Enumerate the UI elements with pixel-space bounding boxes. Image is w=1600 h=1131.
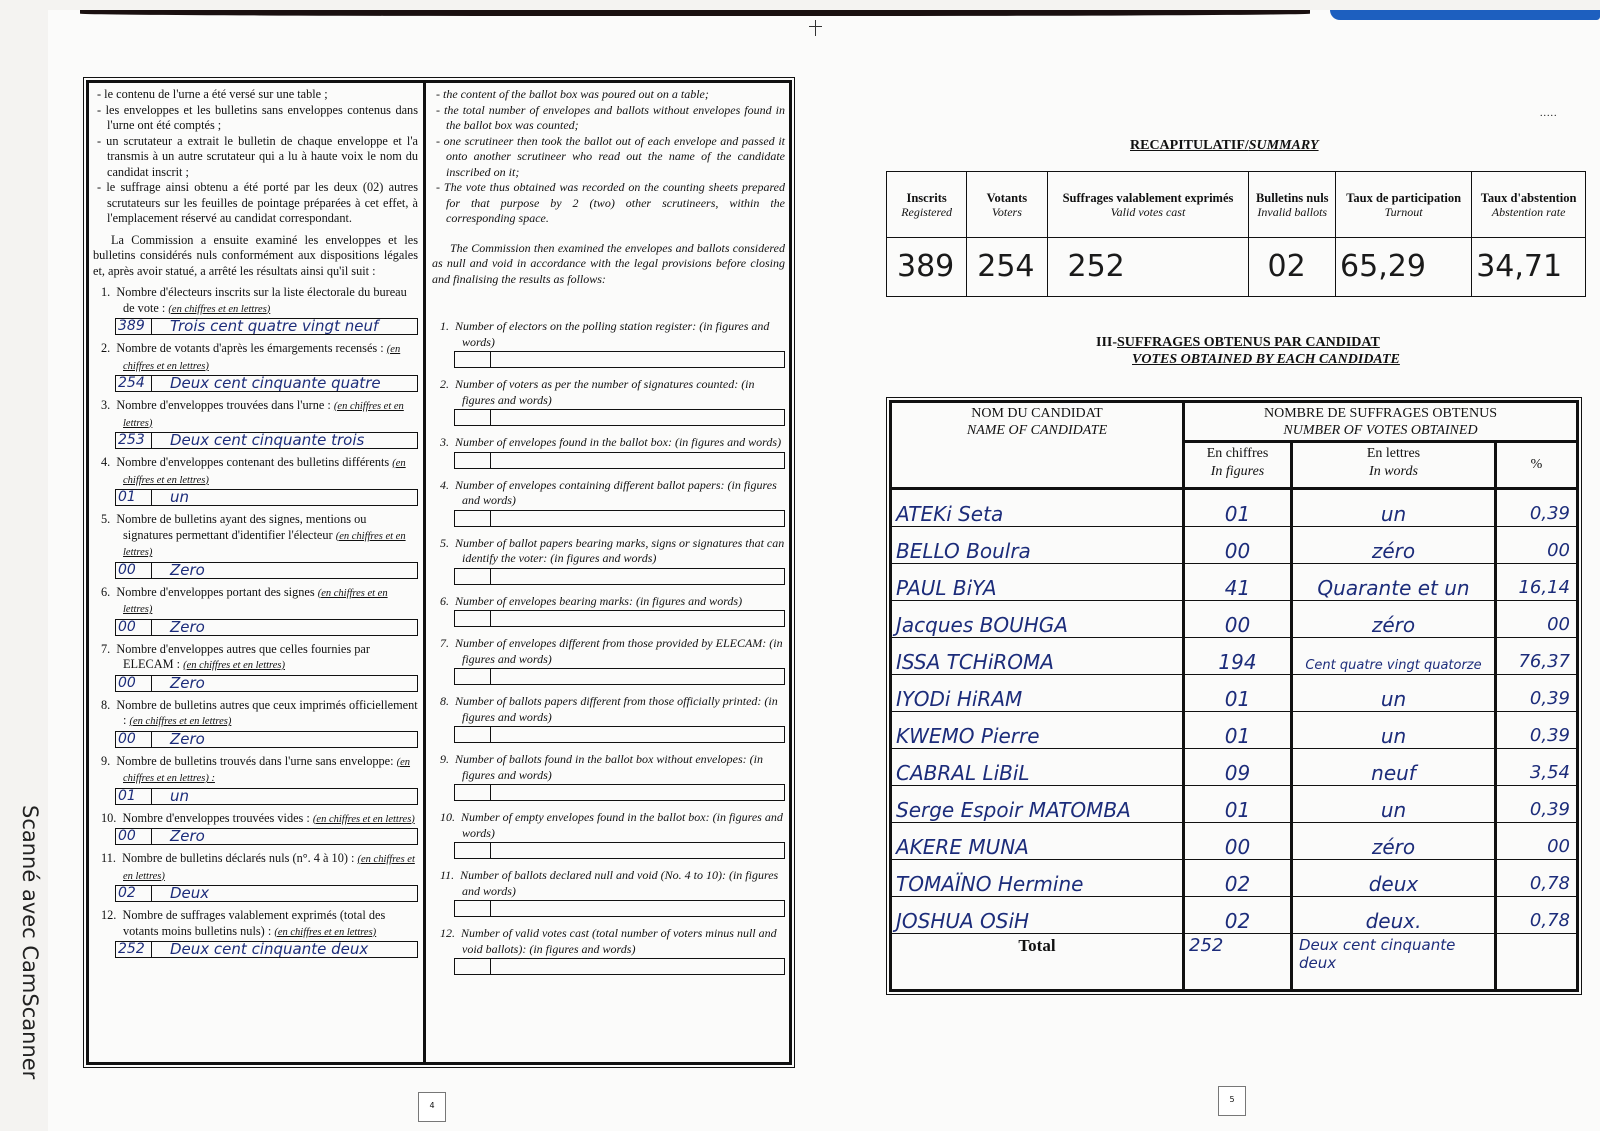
answer-words-empty[interactable] xyxy=(491,785,784,800)
english-column xyxy=(426,83,789,1062)
en-question-item xyxy=(432,377,785,426)
candidate-vote-percent: 00 xyxy=(1497,527,1576,564)
en-question-item xyxy=(432,435,785,469)
answer-figure[interactable]: 01 xyxy=(116,490,152,505)
header-figures-fr: En chiffres xyxy=(1206,446,1269,461)
en-question-item xyxy=(432,752,785,801)
answer-words[interactable]: Zero xyxy=(170,827,205,845)
header-in-figures xyxy=(1185,443,1293,490)
answer-words[interactable]: un xyxy=(170,488,190,506)
answer-field[interactable] xyxy=(115,489,418,506)
answer-field[interactable] xyxy=(115,788,418,805)
page-number-right: 5 xyxy=(1218,1086,1246,1116)
french-column xyxy=(89,83,426,1062)
answer-figure-empty[interactable] xyxy=(455,453,491,468)
fr-question-item xyxy=(93,285,418,335)
summary-abstention-value: 34,71 xyxy=(1472,238,1586,297)
en-question-item xyxy=(432,810,785,859)
candidate-votes-words: deux xyxy=(1293,860,1497,897)
en-question-item xyxy=(432,536,785,585)
fr-question-text: 11. Nombre de bulletins déclarés nuls (n°. 4 à 10) : (en chiffres et en lettres) xyxy=(101,851,415,882)
answer-field-empty[interactable] xyxy=(454,900,785,917)
fr-question-item xyxy=(93,754,418,805)
fr-question-text: 2. Nombre de votants d'après les émargements recensés : (en chiffres et en lettres) xyxy=(101,341,401,372)
answer-field[interactable] xyxy=(115,941,418,958)
section-title-fr: SUFFRAGES OBTENUS PAR CANDIDAT xyxy=(1117,335,1380,350)
candidate-name: BELLO Boulra xyxy=(892,527,1185,564)
candidate-name: Jacques BOUHGA xyxy=(892,601,1185,638)
fr-question-text: 7. Nombre d'enveloppes autres que celles fournies par ELECAM : (en chiffres et en lettres) xyxy=(101,641,370,671)
candidate-name: IYODi HiRAM xyxy=(892,675,1185,712)
summary-title xyxy=(1130,138,1319,154)
answer-figure[interactable]: 254 xyxy=(116,376,152,391)
candidate-name: JOSHUA OSiH xyxy=(892,897,1185,934)
fr-question-text: 6. Nombre d'enveloppes portant des signes (en chiffres et en lettres) xyxy=(101,584,388,615)
answer-field-empty[interactable] xyxy=(454,351,785,368)
candidate-votes-words: deux. xyxy=(1293,897,1497,934)
summary-registered-value: 389 xyxy=(887,238,967,297)
fr-question-text: 10. Nombre d'enveloppes trouvées vides : (en chiffres et en lettres) xyxy=(101,810,415,825)
fr-question-item xyxy=(93,455,418,506)
summary-voters-value: 254 xyxy=(967,238,1047,297)
answer-figure-empty[interactable] xyxy=(455,727,491,742)
summary-turnout-value: 65,29 xyxy=(1336,238,1472,297)
candidate-votes-words: un xyxy=(1293,712,1497,749)
summary-header-voters: Votants Voters xyxy=(967,172,1047,238)
answer-words-empty[interactable] xyxy=(491,410,784,425)
fr-question-item xyxy=(93,585,418,636)
answer-words[interactable]: Deux cent cinquante trois xyxy=(170,431,365,449)
answer-words-empty[interactable] xyxy=(491,569,784,584)
answer-figure[interactable]: 00 xyxy=(116,563,152,578)
answer-field[interactable] xyxy=(115,885,418,902)
answer-figure-empty[interactable] xyxy=(455,352,491,367)
answer-figure[interactable]: 00 xyxy=(116,829,152,844)
answer-words[interactable]: Zero xyxy=(170,729,205,748)
answer-words[interactable]: Zero xyxy=(170,673,205,692)
answer-figure[interactable]: 01 xyxy=(116,789,152,804)
en-question-text: 6. Number of envelopes bearing marks: (in figures and words) xyxy=(440,593,743,608)
answer-figure-empty[interactable] xyxy=(455,785,491,800)
answer-words[interactable]: Zero xyxy=(170,560,205,579)
answer-field-empty[interactable] xyxy=(454,568,785,585)
answer-field-empty[interactable] xyxy=(454,452,785,469)
header-figures-en: In figures xyxy=(1210,464,1265,479)
answer-words-empty[interactable] xyxy=(491,959,784,974)
fr-bullet: - un scrutateur a extrait le bulletin de chaque enveloppe et l'a transmis à un autre scrutateur qui a lu à haute voix le nom du candidat inscrit ; xyxy=(97,133,418,179)
en-question-item xyxy=(432,594,785,628)
candidate-votes-figures: 02 xyxy=(1185,860,1293,897)
candidate-name: KWEMO Pierre xyxy=(892,712,1185,749)
fr-commission-paragraph: La Commission a ensuite examiné les enveloppes et les bulletins considérés nuls conformément aux dispositions légales et, après avoir statué, a arrêté les résultats ainsi qu'il suit : xyxy=(93,232,418,278)
fr-question-item xyxy=(93,908,418,958)
en-question-text: 1. Number of electors on the polling station register: (in figures and words) xyxy=(440,319,770,349)
answer-figure-empty[interactable] xyxy=(455,959,491,974)
answer-figure[interactable]: 00 xyxy=(116,732,152,747)
candidate-votes-words: zéro xyxy=(1293,601,1497,638)
candidate-name: AKERE MUNA xyxy=(892,823,1185,860)
answer-words-empty[interactable] xyxy=(491,453,784,468)
candidate-name: Serge Espoir MATOMBA xyxy=(892,786,1185,823)
summary-invalid-value: 02 xyxy=(1249,238,1336,297)
answer-field[interactable] xyxy=(115,375,418,392)
header-words-en: In words xyxy=(1369,464,1418,479)
answer-field-empty[interactable] xyxy=(454,958,785,975)
answer-words[interactable]: Deux xyxy=(170,884,210,902)
en-bullet: - The vote thus obtained was recorded on the counting sheets prepared for that purpose by 2 (two) other scrutineers, within the corresponding space. xyxy=(436,180,785,225)
answer-figure[interactable]: 00 xyxy=(116,620,152,635)
answer-words-empty[interactable] xyxy=(491,727,784,742)
answer-figure-empty[interactable] xyxy=(455,511,491,526)
answer-field[interactable] xyxy=(115,619,418,636)
candidates-table xyxy=(889,400,1579,992)
summary-header-row xyxy=(887,172,1586,238)
en-question-text: 2. Number of voters as per the number of signatures counted: (in figures and words) xyxy=(440,377,755,407)
candidate-votes-words: zéro xyxy=(1293,527,1497,564)
answer-figure-empty[interactable] xyxy=(455,569,491,584)
answer-words[interactable]: Deux cent cinquante quatre xyxy=(170,374,381,392)
en-commission-paragraph: The Commission then examined the envelopes and ballots considered as null and void in accordance with the legal provisions before closing and finalising the results as follows: xyxy=(432,240,785,286)
answer-words-empty[interactable] xyxy=(491,352,784,367)
answer-field[interactable] xyxy=(115,675,418,692)
answer-field-empty[interactable] xyxy=(454,610,785,627)
candidate-votes-words: un xyxy=(1293,675,1497,712)
header-candidate-name xyxy=(892,403,1185,490)
fr-question-text: 5. Nombre de bulletins ayant des signes, mentions ou signatures permettant d'identifier l'électeur (en chiffres et en lettres) xyxy=(101,512,406,558)
fold-mark xyxy=(815,20,816,36)
candidate-votes-words: Cent quatre vingt quatorze xyxy=(1293,638,1497,675)
candidate-vote-percent: 0,78 xyxy=(1497,897,1576,934)
answer-field-empty[interactable] xyxy=(454,510,785,527)
fr-question-text: 8. Nombre de bulletins autres que ceux imprimés officiellement : (en chiffres et en lettres) xyxy=(101,697,418,727)
candidate-name: PAUL BiYA xyxy=(892,564,1185,601)
fr-question-item xyxy=(93,512,418,579)
answer-field[interactable] xyxy=(115,562,418,579)
summary-title-en: SUMMARY xyxy=(1248,138,1319,153)
header-name-fr: NOM DU CANDIDAT xyxy=(971,406,1103,421)
candidate-votes-figures: 01 xyxy=(1185,675,1293,712)
candidate-votes-figures: 194 xyxy=(1185,638,1293,675)
fr-bullet: - le contenu de l'urne a été versé sur une table ; xyxy=(97,87,328,101)
fr-bullet: - le suffrage ainsi obtenu a été porté par les deux (02) autres scrutateurs sur les feuilles de pointage préparées à cet effet, à l'emplacement réservé au candidat correspondant. xyxy=(97,180,418,225)
answer-field-empty[interactable] xyxy=(454,409,785,426)
candidate-name: TOMAÏNO Hermine xyxy=(892,860,1185,897)
en-question-item xyxy=(432,478,785,527)
header-votes-en: NUMBER OF VOTES OBTAINED xyxy=(1283,423,1478,438)
summary-header-invalid: Bulletins nuls Invalid ballots xyxy=(1249,172,1336,238)
en-question-item xyxy=(432,636,785,685)
answer-words[interactable]: Zero xyxy=(170,617,205,636)
candidate-votes-figures: 09 xyxy=(1185,749,1293,786)
en-question-item xyxy=(432,319,785,368)
candidate-votes-words: un xyxy=(1293,490,1497,527)
en-question-text: 10. Number of empty envelopes found in the ballot box: (in figures and words) xyxy=(440,810,783,840)
blue-desk-edge xyxy=(1330,10,1600,20)
page-shadow-edge xyxy=(80,10,1310,16)
en-question-text: 9. Number of ballots found in the ballot box without envelopes: (in figures and words) xyxy=(440,752,763,782)
summary-valid-votes-value: 252 xyxy=(1047,238,1249,297)
en-question-text: 11. Number of ballots declared null and void (No. 4 to 10): (in figures and words) xyxy=(440,868,779,898)
answer-words[interactable]: Trois cent quatre vingt neuf xyxy=(170,317,379,335)
summary-table xyxy=(886,171,1586,297)
candidate-vote-percent: 00 xyxy=(1497,601,1576,638)
en-question-text: 3. Number of envelopes found in the ballot box: (in figures and words) xyxy=(440,435,782,449)
fr-question-item xyxy=(93,811,418,846)
fr-question-text: 4. Nombre d'enveloppes contenant des bulletins différents (en chiffres et en lettres) xyxy=(101,455,406,486)
answer-field-empty[interactable] xyxy=(454,668,785,685)
fr-question-item xyxy=(93,851,418,902)
header-name-en: NAME OF CANDIDATE xyxy=(966,423,1108,438)
fr-question-text: 9. Nombre de bulletins trouvés dans l'urne sans enveloppe: (en chiffres et en lettres) : xyxy=(101,753,411,784)
candidate-votes-figures: 01 xyxy=(1185,490,1293,527)
en-items-list xyxy=(432,319,785,975)
summary-header-turnout: Taux de participation Turnout xyxy=(1336,172,1472,238)
answer-figure-empty[interactable] xyxy=(455,611,491,626)
fr-bullet: - les enveloppes et les bulletins sans enveloppes contenus dans l'urne ont été comptés ; xyxy=(97,102,418,132)
candidate-name: ISSA TCHiROMA xyxy=(892,638,1185,675)
candidate-votes-words: neuf xyxy=(1293,749,1497,786)
total-label: Total xyxy=(892,934,1185,989)
summary-header-abstention: Taux d'abstention Abstention rate xyxy=(1472,172,1586,238)
answer-figure-empty[interactable] xyxy=(455,669,491,684)
fr-question-item xyxy=(93,642,418,692)
candidate-vote-percent: 0,39 xyxy=(1497,786,1576,823)
en-question-item xyxy=(432,868,785,917)
header-words-fr: En lettres xyxy=(1366,446,1421,461)
total-votes-words: Deux cent cinquante deux xyxy=(1293,934,1497,989)
page-number-left: 4 xyxy=(418,1092,446,1122)
answer-words-empty[interactable] xyxy=(491,843,784,858)
candidate-votes-figures: 01 xyxy=(1185,712,1293,749)
header-votes-fr: NOMBRE DE SUFFRAGES OBTENUS xyxy=(1264,406,1497,421)
candidate-votes-figures: 02 xyxy=(1185,897,1293,934)
en-question-text: 12. Number of valid votes cast (total number of voters minus null and void ballots): (in figures and words) xyxy=(440,926,777,956)
answer-words-empty[interactable] xyxy=(491,901,784,916)
answer-words[interactable]: un xyxy=(170,786,190,805)
fr-question-item xyxy=(93,698,418,748)
candidate-vote-percent: 0,39 xyxy=(1497,675,1576,712)
section-title xyxy=(1096,334,1400,368)
candidate-votes-figures: 00 xyxy=(1185,823,1293,860)
candidate-vote-percent: 0,39 xyxy=(1497,712,1576,749)
answer-field[interactable] xyxy=(115,731,418,748)
answer-words-empty[interactable] xyxy=(491,669,784,684)
header-votes-obtained xyxy=(1185,403,1576,443)
answer-figure-empty[interactable] xyxy=(455,901,491,916)
en-question-item xyxy=(432,694,785,743)
en-question-item xyxy=(432,926,785,975)
candidate-votes-figures: 00 xyxy=(1185,527,1293,564)
section-title-en: VOTES OBTAINED BY EACH CANDIDATE xyxy=(1132,352,1400,367)
answer-figure[interactable]: 389 xyxy=(116,319,152,334)
page-corner-dots: ..... xyxy=(1540,108,1558,119)
header-in-words xyxy=(1293,443,1497,490)
candidate-votes-words: zéro xyxy=(1293,823,1497,860)
answer-field-empty[interactable] xyxy=(454,726,785,743)
en-bullet: - the content of the ballot box was poured out on a table; xyxy=(436,87,709,101)
en-bullet: - the total number of envelopes and ballots without envelopes found in the ballot box was counted; xyxy=(436,102,785,132)
answer-figure[interactable]: 00 xyxy=(116,676,152,691)
fr-question-text: 12. Nombre de suffrages valablement exprimés (total des votants moins bulletins nuls) : (en chiffres et en lettres) xyxy=(101,908,386,938)
answer-figure[interactable]: 253 xyxy=(116,433,152,448)
fr-question-text: 3. Nombre d'enveloppes trouvées dans l'urne : (en chiffres et en lettres) xyxy=(101,398,404,429)
candidate-vote-percent: 16,14 xyxy=(1497,564,1576,601)
candidate-vote-percent: 3,54 xyxy=(1497,749,1576,786)
answer-words-empty[interactable] xyxy=(491,511,784,526)
fr-items-list xyxy=(93,285,418,958)
en-question-text: 4. Number of envelopes containing different ballot papers: (in figures and words) xyxy=(440,477,777,507)
candidate-vote-percent: 0,39 xyxy=(1497,490,1576,527)
en-question-text: 7. Number of envelopes different from those provided by ELECAM: (in figures and words) xyxy=(440,636,783,666)
candidate-name: CABRAL LiBiL xyxy=(892,749,1185,786)
answer-field[interactable] xyxy=(115,318,418,335)
candidate-name: ATEKi Seta xyxy=(892,490,1185,527)
candidate-votes-figures: 41 xyxy=(1185,564,1293,601)
candidate-vote-percent: 0,78 xyxy=(1497,860,1576,897)
candidate-votes-figures: 01 xyxy=(1185,786,1293,823)
answer-words[interactable]: Deux cent cinquante deux xyxy=(170,940,369,958)
section-prefix: III- xyxy=(1096,335,1118,350)
summary-value-row xyxy=(887,238,1586,297)
fr-question-item xyxy=(93,341,418,392)
fr-question-item xyxy=(93,398,418,449)
candidate-votes-words: Quarante et un xyxy=(1293,564,1497,601)
en-question-text: 5. Number of ballot papers bearing marks, signs or signatures that can identify the voter: (in figures and words) xyxy=(440,535,785,565)
left-page-form xyxy=(86,80,792,1065)
candidate-votes-figures: 00 xyxy=(1185,601,1293,638)
total-percent-empty xyxy=(1497,934,1576,989)
answer-field[interactable] xyxy=(115,828,418,845)
summary-title-fr: RECAPITULATIF/ xyxy=(1130,138,1249,153)
answer-field-empty[interactable] xyxy=(454,784,785,801)
candidate-vote-percent: 76,37 xyxy=(1497,638,1576,675)
header-percent: % xyxy=(1497,443,1576,490)
summary-header-registered: Inscrits Registered xyxy=(887,172,967,238)
candidate-vote-percent: 00 xyxy=(1497,823,1576,860)
candidate-votes-words: un xyxy=(1293,786,1497,823)
answer-figure[interactable]: 252 xyxy=(116,942,152,957)
answer-figure[interactable]: 02 xyxy=(116,886,152,901)
fr-question-text: 1. Nombre d'électeurs inscrits sur la liste électorale du bureau de vote : (en chiffres et en lettres) xyxy=(101,285,407,315)
answer-field[interactable] xyxy=(115,432,418,449)
answer-figure-empty[interactable] xyxy=(455,843,491,858)
total-votes-figures: 252 xyxy=(1185,934,1293,989)
camscanner-watermark: Scanné avec CamScanner xyxy=(18,805,42,1080)
answer-figure-empty[interactable] xyxy=(455,410,491,425)
en-bullet: - one scrutineer then took the ballot out of each envelope and passed it onto another scrutineer who read out the name of the candidate inscribed on it; xyxy=(436,133,785,179)
summary-header-valid-votes: Suffrages valablement exprimés Valid votes cast xyxy=(1047,172,1249,238)
en-question-text: 8. Number of ballots papers different from those officially printed: (in figures and words) xyxy=(440,694,778,724)
answer-words-empty[interactable] xyxy=(491,611,784,626)
answer-field-empty[interactable] xyxy=(454,842,785,859)
